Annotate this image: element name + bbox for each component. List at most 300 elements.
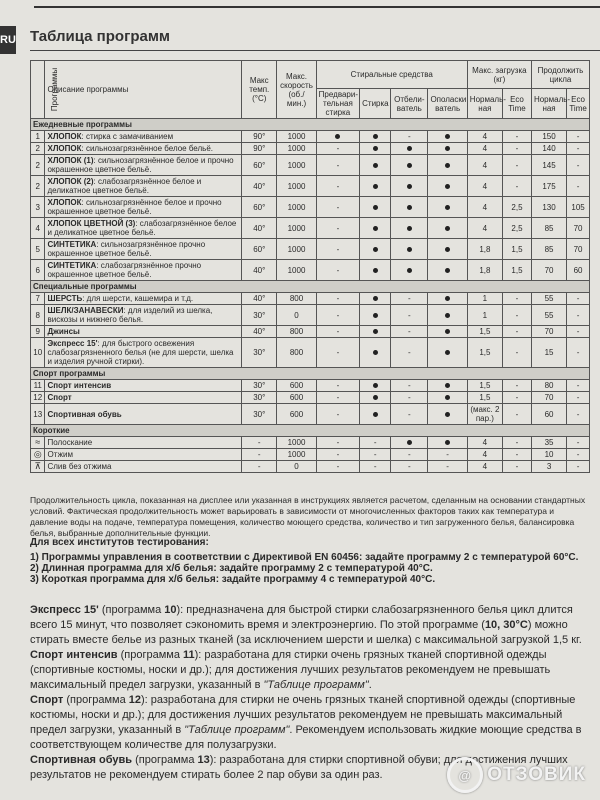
- duration-eco: -: [567, 143, 590, 155]
- program-name: Спортивная обувь: [47, 409, 122, 419]
- program-descriptions: [30, 603, 590, 783]
- duration-note: Продолжительность цикла, показанная на дисплее или указанная в инструкциях является расчетом, сделанным на основании стандартных условий. Фактическая продолжительность может варьировать в зависимости от многочисленных факторов таких как температура и давление воды на подаче, температура помещения, количество моющего средства, количество и тип загруженного белья, балансировка белья, выбранные дополнительные функции.: [30, 495, 586, 538]
- table-row: [31, 326, 590, 338]
- softener-mark: [428, 131, 467, 143]
- col-dur-normal: Нормаль- ная: [531, 89, 566, 119]
- program-name: Спорт интенсив: [47, 381, 112, 390]
- program-desc-text: : сильнозагрязнённое белое бельё.: [81, 144, 213, 153]
- program-description: [45, 239, 242, 260]
- load-eco: -: [502, 326, 531, 338]
- duration-eco: 70: [567, 239, 590, 260]
- wash-mark: [360, 131, 391, 143]
- max-temp: 40°: [242, 293, 277, 305]
- duration-normal: 55: [531, 293, 566, 305]
- col-load-eco: Eco Time: [502, 89, 531, 119]
- bullet-dot-icon: [407, 184, 412, 189]
- table-row: [31, 218, 590, 239]
- bleach-mark: [391, 197, 428, 218]
- bullet-dot-icon: [373, 296, 378, 301]
- max-speed: 1000: [277, 260, 316, 281]
- load-eco: -: [502, 293, 531, 305]
- bullet-dot-icon: [373, 163, 378, 168]
- bleach-mark: -: [391, 338, 428, 368]
- bleach-mark: [391, 239, 428, 260]
- wash-mark: [360, 197, 391, 218]
- load-normal: 4: [467, 218, 502, 239]
- bullet-dot-icon: [373, 268, 378, 273]
- duration-normal: 85: [531, 239, 566, 260]
- duration-eco: -: [567, 155, 590, 176]
- col-dur-eco: Eco Time: [567, 89, 590, 119]
- bullet-dot-icon: [445, 146, 450, 151]
- load-normal: 1,8: [467, 260, 502, 281]
- bullet-dot-icon: [373, 146, 378, 151]
- program-desc-text: Полоскание: [47, 438, 93, 447]
- bleach-mark: -: [391, 380, 428, 392]
- bullet-dot-icon: [445, 134, 450, 139]
- max-speed: 1000: [277, 218, 316, 239]
- max-speed: 1000: [277, 143, 316, 155]
- softener-mark: [428, 437, 467, 449]
- program-name: СИНТЕТИКА: [47, 261, 97, 270]
- program-number: ⊼: [31, 461, 45, 473]
- col-bleach: Отбели- ватель: [391, 89, 428, 119]
- wash-mark: -: [360, 437, 391, 449]
- max-speed: 1000: [277, 176, 316, 197]
- program-description: [45, 218, 242, 239]
- program-name: ШЕЛК/ЗАНАВЕСКИ: [47, 306, 124, 315]
- col-speed: Макс. скорость (об./ мин.): [277, 61, 316, 119]
- duration-eco: 70: [567, 218, 590, 239]
- watermark-text: ОТЗОВИК: [487, 764, 586, 785]
- bullet-dot-icon: [407, 440, 412, 445]
- prewash-mark: -: [316, 218, 359, 239]
- duration-normal: 60: [531, 404, 566, 425]
- duration-eco: 105: [567, 197, 590, 218]
- wash-mark: [360, 404, 391, 425]
- program-number: 10: [31, 338, 45, 368]
- prewash-mark: [316, 131, 359, 143]
- bullet-dot-icon: [407, 205, 412, 210]
- prewash-mark: -: [316, 392, 359, 404]
- duration-normal: 70: [531, 260, 566, 281]
- softener-mark: [428, 326, 467, 338]
- bleach-mark: [391, 218, 428, 239]
- max-speed: 1000: [277, 197, 316, 218]
- max-temp: 30°: [242, 380, 277, 392]
- load-eco: -: [502, 131, 531, 143]
- otzovik-logo-icon: @: [447, 757, 483, 793]
- program-description: [45, 176, 242, 197]
- bullet-dot-icon: [373, 412, 378, 417]
- prewash-mark: -: [316, 380, 359, 392]
- col-description: Описание программы: [45, 61, 242, 119]
- bullet-dot-icon: [445, 296, 450, 301]
- load-eco: -: [502, 392, 531, 404]
- max-speed: 0: [277, 305, 316, 326]
- softener-mark: -: [428, 461, 467, 473]
- bullet-dot-icon: [445, 313, 450, 318]
- load-normal: 4: [467, 155, 502, 176]
- col-prewash: Предвари- тельная стирка: [316, 89, 359, 119]
- duration-normal: 145: [531, 155, 566, 176]
- program-description: [45, 326, 242, 338]
- bullet-dot-icon: [445, 350, 450, 355]
- title-rule: [30, 50, 600, 51]
- program-name: ШЕРСТЬ: [47, 294, 83, 303]
- softener-mark: [428, 293, 467, 305]
- load-normal: 4: [467, 461, 502, 473]
- col-load-normal: Нормаль- ная: [467, 89, 502, 119]
- bullet-dot-icon: [407, 247, 412, 252]
- wash-mark: [360, 176, 391, 197]
- program-description: [45, 197, 242, 218]
- program-desc-text: : для быстрого освежения слабозагрязненного белья (не для шерсти, шелка и изделия ручной стирки).: [47, 339, 234, 366]
- table-row: [31, 338, 590, 368]
- program-description: [45, 131, 242, 143]
- load-eco: -: [502, 338, 531, 368]
- bullet-dot-icon: [373, 395, 378, 400]
- program-number: 2: [31, 155, 45, 176]
- program-desc-text: : для изделий из шелка, вискозы и нижнего белья.: [47, 306, 213, 324]
- bullet-dot-icon: [445, 163, 450, 168]
- load-normal: 1,5: [467, 392, 502, 404]
- load-eco: -: [502, 305, 531, 326]
- prewash-mark: -: [316, 239, 359, 260]
- duration-eco: -: [567, 305, 590, 326]
- duration-normal: 10: [531, 449, 566, 461]
- program-desc-text: : слабозагрязнённое белое и деликатное цветное бельё.: [47, 219, 237, 237]
- bullet-dot-icon: [445, 205, 450, 210]
- softener-mark: -: [428, 449, 467, 461]
- duration-normal: 70: [531, 392, 566, 404]
- program-number: 11: [31, 380, 45, 392]
- program-description: [45, 380, 242, 392]
- max-speed: 600: [277, 392, 316, 404]
- institute-item: 2) Длинная программа для х/б белья: задайте программу 2 с температурой 40°С.: [30, 563, 433, 574]
- duration-eco: -: [567, 404, 590, 425]
- max-temp: -: [242, 437, 277, 449]
- bullet-dot-icon: [445, 226, 450, 231]
- bullet-dot-icon: [445, 383, 450, 388]
- table-row: [31, 143, 590, 155]
- load-normal: 4: [467, 449, 502, 461]
- program-description: [45, 461, 242, 473]
- bullet-dot-icon: [445, 329, 450, 334]
- program-description: [45, 305, 242, 326]
- max-temp: 60°: [242, 239, 277, 260]
- load-normal: 4: [467, 131, 502, 143]
- load-normal: 1,8: [467, 239, 502, 260]
- duration-eco: -: [567, 380, 590, 392]
- bullet-dot-icon: [445, 395, 450, 400]
- load-eco: 1,5: [502, 239, 531, 260]
- program-desc-text: : стирка с замачиванием: [81, 132, 174, 141]
- duration-eco: -: [567, 293, 590, 305]
- program-desc-text: Слив без отжима: [47, 462, 112, 471]
- program-desc-text: : слабозагрязнённое белое и деликатное цветное бельё.: [47, 177, 202, 195]
- bullet-dot-icon: [445, 440, 450, 445]
- load-eco: -: [502, 155, 531, 176]
- bullet-dot-icon: [445, 268, 450, 273]
- bullet-dot-icon: [373, 226, 378, 231]
- wash-mark: [360, 155, 391, 176]
- programs-table: [30, 60, 590, 473]
- program-description: [45, 260, 242, 281]
- table-row: [31, 449, 590, 461]
- institutes-list: [30, 552, 590, 585]
- prewash-mark: -: [316, 143, 359, 155]
- prewash-mark: -: [316, 461, 359, 473]
- program-name: Джинсы: [47, 327, 80, 336]
- load-normal: 1: [467, 305, 502, 326]
- bleach-mark: [391, 176, 428, 197]
- softener-mark: [428, 176, 467, 197]
- max-temp: 40°: [242, 326, 277, 338]
- program-name: ХЛОПОК: [47, 144, 82, 153]
- table-row: [31, 392, 590, 404]
- load-eco: 2,5: [502, 197, 531, 218]
- table-row: [31, 437, 590, 449]
- program-description: [45, 155, 242, 176]
- program-number: 9: [31, 326, 45, 338]
- program-number: 2: [31, 143, 45, 155]
- max-temp: 60°: [242, 197, 277, 218]
- load-eco: -: [502, 380, 531, 392]
- top-rule: [34, 6, 600, 8]
- duration-eco: -: [567, 176, 590, 197]
- table-row: [31, 155, 590, 176]
- program-number: 6: [31, 260, 45, 281]
- program-name: ХЛОПОК: [47, 198, 82, 207]
- wash-mark: -: [360, 449, 391, 461]
- program-description: [45, 404, 242, 425]
- bullet-dot-icon: [445, 247, 450, 252]
- max-speed: 0: [277, 461, 316, 473]
- bleach-mark: -: [391, 131, 428, 143]
- load-normal: 4: [467, 143, 502, 155]
- bullet-dot-icon: [373, 184, 378, 189]
- program-name: Спорт: [47, 393, 72, 402]
- max-speed: 1000: [277, 449, 316, 461]
- bleach-mark: -: [391, 449, 428, 461]
- bleach-mark: -: [391, 326, 428, 338]
- duration-eco: -: [567, 338, 590, 368]
- bleach-mark: [391, 437, 428, 449]
- softener-mark: [428, 380, 467, 392]
- prewash-mark: -: [316, 305, 359, 326]
- desc-sport: Спорт (программа 12): разработана для стирки не очень грязных тканей спортивной одежды (спортивные костюмы, носки и др.); для достижения лучших результатов рекомендуем не превышать максимальный предел загрузки, указанный в "Таблице программ". Рекомендуем использовать жидкие моющие средства в соответствующем количестве для полузагрузки.: [30, 694, 582, 751]
- softener-mark: [428, 155, 467, 176]
- load-normal: 4: [467, 437, 502, 449]
- program-number: 8: [31, 305, 45, 326]
- max-temp: 60°: [242, 155, 277, 176]
- duration-normal: 150: [531, 131, 566, 143]
- institute-item: 3) Короткая программа для х/б белья: задайте программу 4 с температурой 40°С.: [30, 574, 436, 585]
- max-speed: 800: [277, 326, 316, 338]
- max-speed: 600: [277, 404, 316, 425]
- max-speed: 800: [277, 338, 316, 368]
- program-description: [45, 449, 242, 461]
- table-row: [31, 176, 590, 197]
- max-temp: 30°: [242, 392, 277, 404]
- program-number: 2: [31, 176, 45, 197]
- softener-mark: [428, 338, 467, 368]
- program-number: 4: [31, 218, 45, 239]
- prewash-mark: -: [316, 404, 359, 425]
- col-programs: Программы: [31, 61, 45, 119]
- load-eco: -: [502, 437, 531, 449]
- bullet-dot-icon: [445, 412, 450, 417]
- program-number: 13: [31, 404, 45, 425]
- bullet-dot-icon: [407, 268, 412, 273]
- program-description: [45, 338, 242, 368]
- duration-normal: 85: [531, 218, 566, 239]
- softener-mark: [428, 143, 467, 155]
- program-number: 5: [31, 239, 45, 260]
- softener-mark: [428, 404, 467, 425]
- table-row: [31, 461, 590, 473]
- program-number: ◎: [31, 449, 45, 461]
- program-desc-text: : для шерсти, кашемира и т.д.: [82, 294, 194, 303]
- desc-sport-shoes: Спортивная обувь (программа 13): разработана для стирки спортивной обуви; для достижения лучших результатов не рекомендуем стирать более 2 пар обуви за один раз.: [30, 754, 568, 781]
- table-row: [31, 293, 590, 305]
- load-eco: -: [502, 404, 531, 425]
- max-speed: 1000: [277, 239, 316, 260]
- table-row: [31, 197, 590, 218]
- max-temp: 30°: [242, 404, 277, 425]
- wash-mark: [360, 239, 391, 260]
- prewash-mark: -: [316, 338, 359, 368]
- load-normal: 4: [467, 176, 502, 197]
- program-desc-text: : сильнозагрязнённое прочно окрашенное цветное бельё.: [47, 240, 206, 258]
- section-row: [31, 368, 590, 380]
- program-number: 7: [31, 293, 45, 305]
- prewash-mark: -: [316, 260, 359, 281]
- section-title: Спорт программы: [31, 368, 590, 380]
- bleach-mark: -: [391, 305, 428, 326]
- bullet-dot-icon: [407, 146, 412, 151]
- max-speed: 1000: [277, 131, 316, 143]
- load-eco: -: [502, 176, 531, 197]
- bleach-mark: -: [391, 392, 428, 404]
- prewash-mark: -: [316, 449, 359, 461]
- prewash-mark: -: [316, 197, 359, 218]
- duration-normal: 140: [531, 143, 566, 155]
- bleach-mark: [391, 155, 428, 176]
- duration-normal: 3: [531, 461, 566, 473]
- otzovik-watermark: [447, 757, 586, 793]
- section-title: Ежедневные программы: [31, 119, 590, 131]
- desc-sport-intensive: Спорт интенсив (программа 11): разработана для стирки очень грязных тканей спортивной одежды (спортивные костюмы, носки и др.); для достижения лучших результатов рекомендуем не превышать максимальный предел загрузки, указанный в "Таблице программ".: [30, 649, 551, 691]
- section-row: [31, 119, 590, 131]
- max-speed: 1000: [277, 437, 316, 449]
- program-number: 1: [31, 131, 45, 143]
- max-temp: 40°: [242, 218, 277, 239]
- bleach-mark: -: [391, 461, 428, 473]
- duration-eco: -: [567, 437, 590, 449]
- duration-eco: -: [567, 131, 590, 143]
- program-name: ХЛОПОК (2): [47, 177, 94, 186]
- bullet-dot-icon: [335, 134, 340, 139]
- table-row: [31, 260, 590, 281]
- load-normal: (макс. 2 пар.): [467, 404, 502, 425]
- wash-mark: [360, 218, 391, 239]
- col-duration: Продолжить цикла: [531, 61, 589, 89]
- program-number: ≈: [31, 437, 45, 449]
- section-title: Специальные программы: [31, 281, 590, 293]
- duration-normal: 80: [531, 380, 566, 392]
- duration-normal: 175: [531, 176, 566, 197]
- bleach-mark: [391, 143, 428, 155]
- max-temp: 40°: [242, 260, 277, 281]
- bullet-dot-icon: [445, 184, 450, 189]
- col-detergents: Стиральные средства: [316, 61, 467, 89]
- load-eco: -: [502, 449, 531, 461]
- wash-mark: [360, 326, 391, 338]
- wash-mark: -: [360, 461, 391, 473]
- bullet-dot-icon: [373, 313, 378, 318]
- softener-mark: [428, 392, 467, 404]
- prewash-mark: -: [316, 437, 359, 449]
- wash-mark: [360, 380, 391, 392]
- program-name: ХЛОПОК ЦВЕТНОЙ (3): [47, 219, 136, 228]
- program-number: 3: [31, 197, 45, 218]
- softener-mark: [428, 260, 467, 281]
- program-name: ХЛОПОК (1): [47, 156, 94, 165]
- programs-table-body: [31, 119, 590, 473]
- load-normal: 1,5: [467, 380, 502, 392]
- duration-eco: -: [567, 449, 590, 461]
- max-temp: 90°: [242, 131, 277, 143]
- softener-mark: [428, 218, 467, 239]
- duration-eco: -: [567, 461, 590, 473]
- wash-mark: [360, 143, 391, 155]
- program-name: ХЛОПОК: [47, 132, 82, 141]
- wash-mark: [360, 305, 391, 326]
- program-desc-text: : сильнозагрязнённое белое и прочно окрашенное цветное бельё.: [47, 156, 234, 174]
- program-description: [45, 392, 242, 404]
- page-title: Таблица программ: [30, 28, 171, 45]
- prewash-mark: -: [316, 293, 359, 305]
- max-speed: 600: [277, 380, 316, 392]
- prewash-mark: -: [316, 176, 359, 197]
- program-description: [45, 293, 242, 305]
- bullet-dot-icon: [407, 226, 412, 231]
- prewash-mark: -: [316, 155, 359, 176]
- table-row: [31, 404, 590, 425]
- col-wash: Стирка: [360, 89, 391, 119]
- bleach-mark: [391, 260, 428, 281]
- program-desc-text: : сильнозагрязнённое белое и прочно окрашенное цветное бельё.: [47, 198, 222, 216]
- softener-mark: [428, 305, 467, 326]
- max-speed: 1000: [277, 155, 316, 176]
- table-row: [31, 239, 590, 260]
- program-name: Экспресс 15': [47, 339, 98, 348]
- softener-mark: [428, 197, 467, 218]
- load-normal: 1: [467, 293, 502, 305]
- load-eco: -: [502, 143, 531, 155]
- col-softener: Ополаски ватель: [428, 89, 467, 119]
- program-description: [45, 437, 242, 449]
- table-row: [31, 305, 590, 326]
- bullet-dot-icon: [407, 163, 412, 168]
- section-row: [31, 425, 590, 437]
- duration-eco: -: [567, 392, 590, 404]
- wash-mark: [360, 338, 391, 368]
- language-tab: RU: [0, 26, 16, 54]
- wash-mark: [360, 293, 391, 305]
